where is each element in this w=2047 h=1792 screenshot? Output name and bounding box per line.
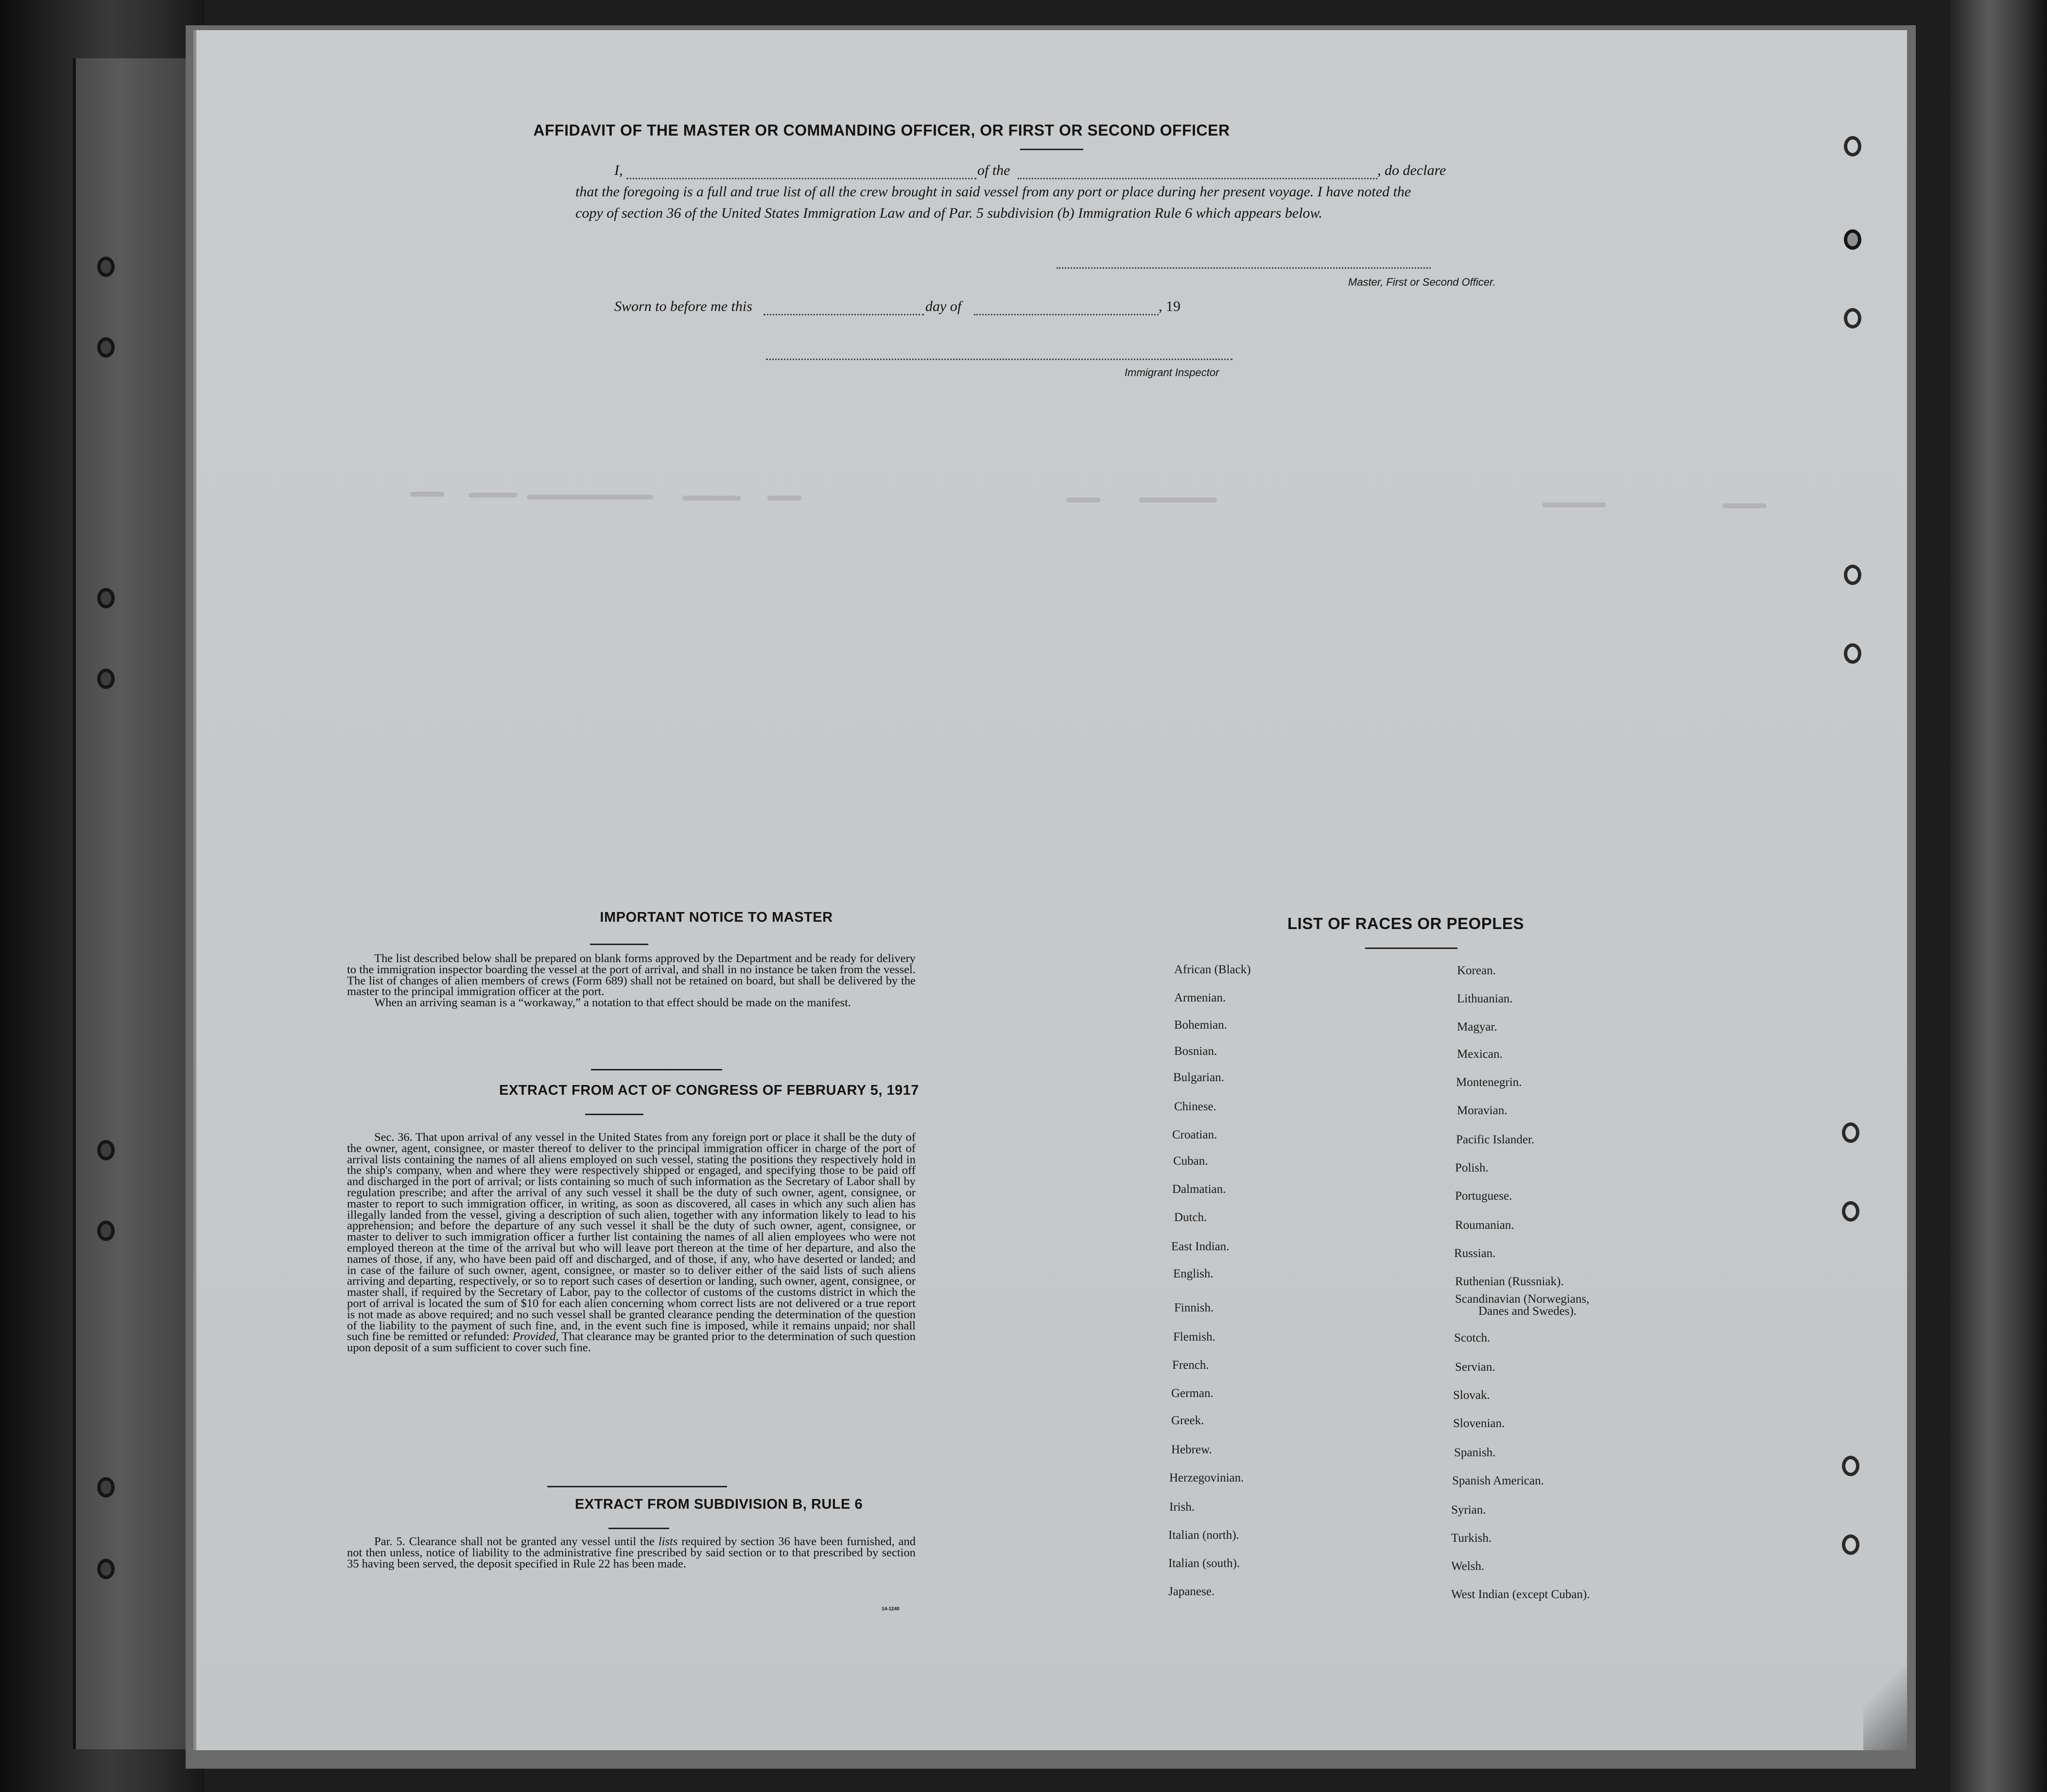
inspector-signature-blank[interactable] xyxy=(766,359,1232,360)
punch-hole xyxy=(1844,136,1861,156)
race-item: Chinese. xyxy=(1174,1100,1216,1113)
divider xyxy=(585,1114,643,1115)
notice-text xyxy=(347,953,916,1009)
race-item: French. xyxy=(1172,1359,1209,1372)
punch-hole xyxy=(1842,1534,1859,1555)
punch-hole xyxy=(97,1559,115,1579)
bleed-through-mark xyxy=(468,493,517,498)
race-item: Cuban. xyxy=(1173,1154,1208,1168)
race-item: Spanish. xyxy=(1454,1446,1496,1459)
race-item: Lithuanian. xyxy=(1457,992,1513,1005)
act-text-end: That clearance may be granted prior to the determination of such question upon deposit of a sum sufficient to cover such fine. xyxy=(347,1330,916,1355)
race-item: English. xyxy=(1173,1267,1214,1280)
race-item-continuation: Danes and Swedes). xyxy=(1478,1305,1577,1318)
sworn-label: Sworn to before me this xyxy=(614,298,752,314)
race-item: Roumanian. xyxy=(1455,1219,1514,1232)
rule-text-b: required by section 36 have been furnished, and not then unless, notice of liability to the administrative fine prescribed by said section or to that prescribed by section 35 having been served, the deposit specified in Rule 22 has been made. xyxy=(347,1535,916,1570)
race-item: Italian (north). xyxy=(1168,1529,1239,1542)
punch-hole xyxy=(97,669,115,689)
punch-hole xyxy=(97,257,115,277)
rule-text xyxy=(347,1536,916,1569)
punch-hole xyxy=(1844,308,1861,328)
race-item: Flemish. xyxy=(1173,1330,1215,1344)
race-item: Dutch. xyxy=(1174,1211,1207,1224)
punch-hole xyxy=(1842,1122,1859,1143)
race-item: Slovenian. xyxy=(1453,1417,1505,1430)
divider xyxy=(547,1486,727,1487)
races-title: LIST OF RACES OR PEOPLES xyxy=(1287,914,1524,932)
act-proviso-word: Provided, xyxy=(512,1330,559,1344)
punch-hole xyxy=(1842,1456,1859,1476)
affidavit-statement-line: that the foregoing is a full and true list of all the crew brought in said vessel from any port or place during her present voyage. I have noted the xyxy=(575,184,1411,200)
act-title: EXTRACT FROM ACT OF CONGRESS OF FEBRUARY 5, 1917 xyxy=(499,1083,919,1098)
sworn-day-blank[interactable] xyxy=(763,314,924,315)
race-item: Korean. xyxy=(1457,964,1496,977)
right-edge-backdrop xyxy=(1950,0,2047,1792)
race-item: Bosnian. xyxy=(1174,1045,1217,1058)
affidavit-declarant-label: I, xyxy=(614,162,623,178)
punch-hole xyxy=(1844,229,1861,250)
race-item: African (Black) xyxy=(1174,963,1251,976)
affidavit-vessel-label: of the xyxy=(977,162,1010,178)
sworn-day-label: day of xyxy=(925,298,962,314)
bleed-through-mark xyxy=(767,496,801,500)
punch-hole xyxy=(1844,643,1861,664)
page-curl-shadow xyxy=(1863,1643,1907,1750)
affidavit-statement-line: copy of section 36 of the United States Immigration Law and of Par. 5 subdivision (b) Immigration Rule 6 which appears below. xyxy=(575,205,1322,221)
vessel-name-blank[interactable] xyxy=(1018,178,1377,179)
race-item: Mexican. xyxy=(1457,1048,1503,1061)
race-item: Polish. xyxy=(1455,1161,1489,1174)
bleed-through-mark xyxy=(410,492,444,497)
affidavit-title: AFFIDAVIT OF THE MASTER OR COMMANDING OFFICER, OR FIRST OR SECOND OFFICER xyxy=(533,121,1230,139)
divider xyxy=(1365,948,1457,949)
race-item: Welsh. xyxy=(1451,1560,1485,1573)
race-item: Japanese. xyxy=(1168,1585,1215,1598)
race-item: Irish. xyxy=(1169,1500,1195,1514)
bleed-through-mark xyxy=(1066,498,1100,502)
bleed-through-mark xyxy=(682,496,741,500)
race-item: Herzegovinian. xyxy=(1169,1471,1244,1484)
master-signature-caption: Master, First or Second Officer. xyxy=(1348,276,1496,288)
sworn-year-label: , 19 xyxy=(1159,298,1180,314)
declarant-name-blank[interactable] xyxy=(626,178,976,179)
race-item: Bohemian. xyxy=(1174,1018,1228,1032)
punch-hole xyxy=(97,1140,115,1160)
race-item: Scotch. xyxy=(1454,1331,1491,1344)
race-item: Scandinavian (Norwegians, xyxy=(1455,1292,1590,1306)
bleed-through-mark xyxy=(1139,498,1217,502)
bleed-through-mark xyxy=(527,495,653,500)
punch-hole xyxy=(1842,1201,1859,1222)
master-signature-blank[interactable] xyxy=(1057,267,1431,269)
divider xyxy=(591,1069,722,1070)
notice-title: IMPORTANT NOTICE TO MASTER xyxy=(600,910,833,925)
divider xyxy=(608,1528,669,1529)
punch-hole xyxy=(97,1477,115,1498)
race-item: Syrian. xyxy=(1451,1503,1486,1516)
act-section-text xyxy=(347,1132,916,1354)
race-item: Servian. xyxy=(1455,1361,1495,1374)
bleed-through-mark xyxy=(1543,502,1606,507)
bleed-through-mark xyxy=(1722,503,1766,508)
race-item: Russian. xyxy=(1454,1247,1496,1260)
sworn-month-blank[interactable] xyxy=(974,314,1159,315)
act-text: Sec. 36. That upon arrival of any vessel in the United States from any foreign port or place it shall be the duty of the owner, agent, consignee, or master thereof to deliver to the principal immigration officer in charge of the port of arrival lists containing the names of all aliens employed on such vessel, stating the positions they respectively hold in the ship's company, when and where they were respectively shipped or engaged, and specifying those to be paid off and discharged in the port of arrival; or lists containing so much of such information as the Secretary of Labor shall by regulation prescribe; and after the arrival of any such vessel it shall be the duty of such owner, agent, consignee, or master to report to such immigration officer, in writing, as soon as discovered, all cases in which any such alien has illegally landed from the vessel, giving a description of such alien, together with any information likely to lead to his apprehension; and before the departure of any such vessel it shall be the duty of such owner, agent, consignee, or master to deliver to such immigration officer a further list containing the names of all alien employees who were not employed thereon at the time of the arrival but who will leave port thereon at the time of her departure, and also the names of those, if any, who have been paid off and discharged, and of those, if any, who have deserted or landed; and in case of the failure of such owner, agent, consignee, or master so to deliver either of the said lists of such aliens arriving and departing, respectively, or so to report such cases of desertion or landing, such owner, agent, consignee, or master shall, if required by the Secretary of Labor, pay to the collector of customs of the customs district in which the port of arrival is located the sum of $10 for each alien concerning whom correct lists are not delivered or a true report is not made as above required; and no such vessel shall be granted clearance pending the determination of the question of the liability to the payment of such fine, and, in the event such fine is imposed, while it remains unpaid; nor shall such fine be remitted or refunded: xyxy=(347,1131,916,1344)
race-item: Croatian. xyxy=(1172,1128,1217,1141)
notice-paragraph: The list described below shall be prepared on blank forms approved by the Department and be ready for delivery to the immigration inspector boarding the vessel at the port of arrival, and shall in no instance be taken from the vessel. The list of changes of alien members of crews (Form 689) shall not be retained on board, but shall be delivered by the master to the principal immigration officer at the port. xyxy=(347,952,916,999)
divider xyxy=(590,944,648,945)
inspector-caption: Immigrant Inspector xyxy=(1125,366,1219,379)
form-number: 14-1240 xyxy=(882,1606,900,1612)
rule-lists-word: lists xyxy=(658,1535,678,1548)
race-item: Greek. xyxy=(1171,1414,1204,1427)
race-item: German. xyxy=(1171,1387,1214,1400)
binder-strip xyxy=(73,58,191,1749)
race-item: Pacific Islander. xyxy=(1456,1133,1535,1146)
race-item: West Indian (except Cuban). xyxy=(1451,1588,1590,1601)
race-item: Montenegrin. xyxy=(1456,1076,1522,1089)
notice-paragraph: When an arriving seaman is a “workaway,” a notation to that effect should be made on the manifest. xyxy=(374,996,851,1010)
race-item: East Indian. xyxy=(1171,1240,1230,1253)
race-item: Portuguese. xyxy=(1455,1189,1512,1203)
punch-hole xyxy=(1844,565,1861,585)
race-item: Slovak. xyxy=(1453,1389,1490,1402)
race-item: Italian (south). xyxy=(1168,1557,1240,1570)
race-item: Magyar. xyxy=(1457,1020,1497,1034)
race-item: Armenian. xyxy=(1174,991,1226,1004)
race-item: Hebrew. xyxy=(1171,1443,1212,1456)
rule-text-a: Par. 5. Clearance shall not be granted any vessel until the xyxy=(374,1535,659,1548)
punch-hole xyxy=(97,337,115,358)
race-item: Spanish American. xyxy=(1452,1474,1544,1487)
race-item: Dalmatian. xyxy=(1172,1183,1226,1196)
affidavit-declare-label: , do declare xyxy=(1377,162,1446,178)
manifest-page xyxy=(193,30,1907,1750)
race-item: Ruthenian (Russniak). xyxy=(1455,1275,1564,1288)
divider xyxy=(1020,149,1083,150)
race-item: Moravian. xyxy=(1457,1104,1508,1117)
punch-hole xyxy=(97,588,115,608)
race-item: Turkish. xyxy=(1451,1532,1492,1545)
punch-hole xyxy=(97,1221,115,1241)
race-item: Bulgarian. xyxy=(1173,1071,1224,1084)
race-item: Finnish. xyxy=(1174,1301,1214,1314)
rule-title: EXTRACT FROM SUBDIVISION B, RULE 6 xyxy=(574,1497,863,1512)
